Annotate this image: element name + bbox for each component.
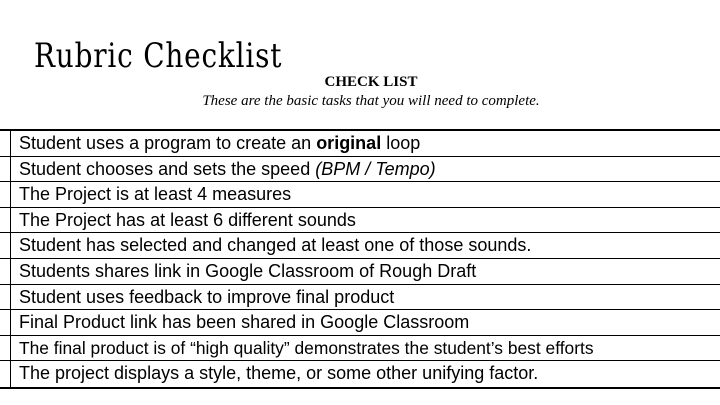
checklist-item-text: Final Product link has been shared in Google Classroom bbox=[19, 312, 470, 333]
checklist-row bbox=[0, 131, 720, 157]
checkbox-cell[interactable] bbox=[0, 336, 11, 361]
checkbox-cell[interactable] bbox=[0, 131, 11, 156]
page-title: Rubric Checklist bbox=[34, 36, 283, 76]
checkbox-cell[interactable] bbox=[0, 157, 11, 182]
checklist-item-text: The Project has at least 6 different sounds bbox=[19, 209, 356, 230]
checkbox-cell[interactable] bbox=[0, 259, 11, 284]
checklist-row bbox=[0, 361, 720, 387]
checklist-item-text: Students shares link in Google Classroom of Rough Draft bbox=[19, 260, 477, 281]
checklist-row bbox=[0, 208, 720, 234]
checklist-item-text: The project displays a style, theme, or some other unifying factor. bbox=[19, 363, 539, 384]
checkbox-cell[interactable] bbox=[0, 285, 11, 310]
checklist-heading: CHECK LIST bbox=[324, 74, 418, 90]
checklist-item-text: Student chooses and sets the speed (BPM / Tempo) bbox=[19, 158, 436, 179]
checklist-instructions: These are the basic tasks that you will need to complete. bbox=[202, 93, 540, 109]
checklist-row bbox=[0, 157, 720, 183]
checklist-row bbox=[0, 336, 720, 362]
checklist-item-text: The Project is at least 4 measures bbox=[19, 184, 292, 205]
checklist-table bbox=[0, 129, 720, 389]
checkbox-cell[interactable] bbox=[0, 361, 11, 387]
checkbox-cell[interactable] bbox=[0, 208, 11, 233]
checklist-item-text: The final product is of “high quality” demonstrates the student’s best efforts bbox=[19, 337, 594, 358]
checklist-row bbox=[0, 310, 720, 336]
checklist-row bbox=[0, 285, 720, 311]
checklist-row bbox=[0, 259, 720, 285]
checklist-row bbox=[0, 182, 720, 208]
checklist-item-text: Student uses feedback to improve final product bbox=[19, 286, 395, 307]
checklist-row bbox=[0, 233, 720, 259]
checklist-item-text: Student has selected and changed at least one of those sounds. bbox=[19, 235, 532, 256]
checkbox-cell[interactable] bbox=[0, 182, 11, 207]
checkbox-cell[interactable] bbox=[0, 233, 11, 258]
checkbox-cell[interactable] bbox=[0, 310, 11, 335]
checklist-item-text: Student uses a program to create an original loop bbox=[19, 133, 421, 153]
